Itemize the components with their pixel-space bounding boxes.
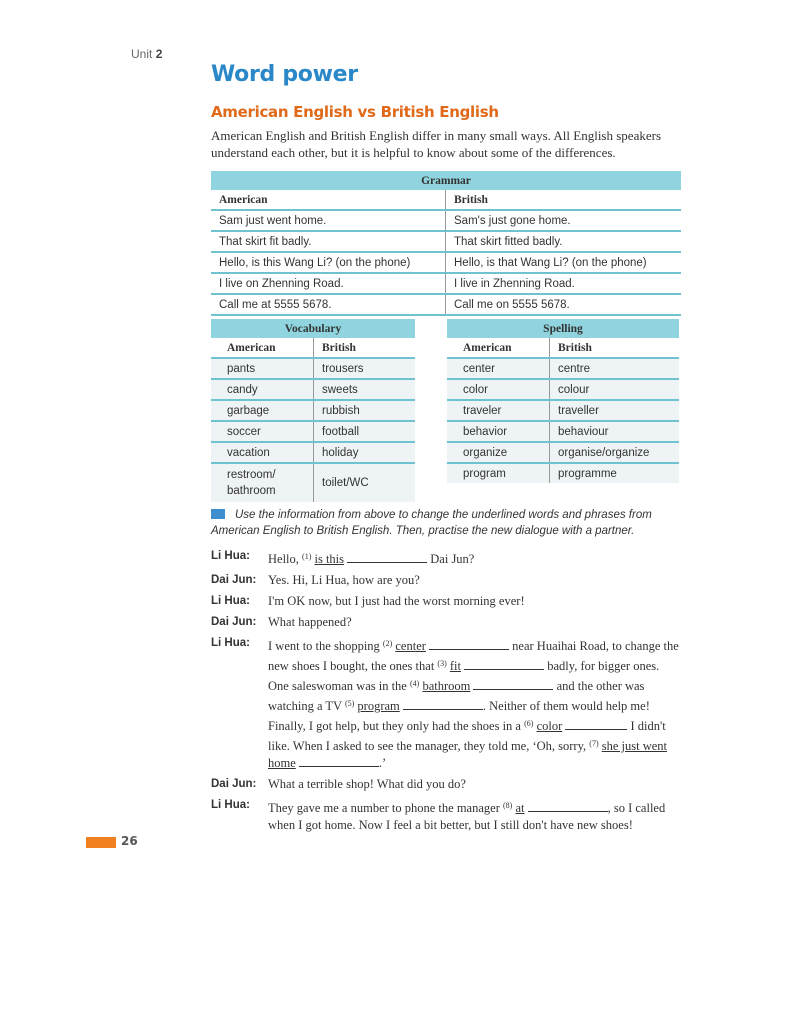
vocabulary-table <box>211 319 415 502</box>
answer-blank[interactable] <box>528 800 608 812</box>
intro-paragraph: American English and British English differ in many small ways. All English speakers understand each other, but it is helpful to know about some of the differences. <box>211 128 661 160</box>
spelling-cell: color <box>447 379 550 400</box>
spelling-cell: organise/organize <box>550 442 680 463</box>
grammar-cell: Hello, is that Wang Li? (on the phone) <box>446 252 682 273</box>
grammar-cell: Sam just went home. <box>211 210 446 231</box>
vocabulary-cell: holiday <box>314 442 416 463</box>
grammar-caption: Grammar <box>211 171 681 190</box>
grammar-cell: Hello, is this Wang Li? (on the phone) <box>211 252 446 273</box>
dialogue-line: Li Hua: I'm OK now, but I just had the worst morning ever! <box>211 594 525 608</box>
exercise-instruction: Use the information from above to change the underlined words and phrases from American English to British English. Then, practise the new dialogue with a partner. <box>211 509 652 537</box>
vocabulary-cell: candy <box>211 379 314 400</box>
speaker-label: Li Hua: <box>211 637 250 649</box>
spelling-table <box>447 319 679 483</box>
grammar-table <box>211 171 681 316</box>
dialogue-line: Li Hua: I went to the shopping $^{(2)}$ center near Huaihai Road, to change the new shoes I bought, the ones that $^{(3)}$ fit badly, for bigger ones. One saleswoman was in the $^{(4)}$ bathroom and the other was watching a TV $^{(5)}$ program . Neither of them would help me! Finally, I got help, but they only had the shoes in a $^{(6)}$ color I didn't like. When I asked to see the manager, they told me, ‘Oh, sorry, $^{(7)}$ she just went home .’ <box>211 637 679 770</box>
dialogue-line: Dai Jun: What happened? <box>211 615 352 629</box>
vocabulary-cell: soccer <box>211 421 314 442</box>
spelling-cell: programme <box>550 463 680 483</box>
dialogue-line: Li Hua: Hello, $^{(1)}$ is this Dai Jun? <box>211 550 475 566</box>
vocabulary-cell: restroom/ bathroom <box>211 463 314 502</box>
dialogue-line: Li Hua: They gave me a number to phone the manager $^{(8)}$ at , so I called when I got home. Now I feel a bit better, but I still don't have new shoes! <box>211 799 666 832</box>
vocabulary-cell: pants <box>211 358 314 379</box>
spelling-cell: center <box>447 358 550 379</box>
speaker-label: Dai Jun: <box>211 616 257 628</box>
vocabulary-cell: trousers <box>314 358 416 379</box>
grammar-cell: Sam's just gone home. <box>446 210 682 231</box>
page-number: 26 <box>121 834 138 848</box>
grammar-col-british: British <box>446 190 682 210</box>
spelling-cell: traveler <box>447 400 550 421</box>
spelling-cell: centre <box>550 358 680 379</box>
answer-blank[interactable] <box>565 718 627 730</box>
speaker-label: Li Hua: <box>211 595 250 607</box>
answer-blank[interactable] <box>403 698 483 710</box>
answer-blank[interactable] <box>429 638 509 650</box>
speaker-label: Dai Jun: <box>211 778 257 790</box>
unit-label: Unit 2 <box>131 47 163 61</box>
speaker-label: Dai Jun: <box>211 574 257 586</box>
spelling-cell: colour <box>550 379 680 400</box>
grammar-cell: Call me at 5555 5678. <box>211 294 446 315</box>
answer-blank[interactable] <box>473 678 553 690</box>
answer-blank[interactable] <box>464 658 544 670</box>
spelling-cell: traveller <box>550 400 680 421</box>
section-subtitle: American English vs British English <box>211 103 499 121</box>
dialogue-line: Dai Jun: Yes. Hi, Li Hua, how are you? <box>211 573 420 587</box>
spelling-col-american: American <box>447 338 550 358</box>
vocabulary-caption: Vocabulary <box>211 319 415 338</box>
grammar-cell: That skirt fitted badly. <box>446 231 682 252</box>
vocabulary-cell: rubbish <box>314 400 416 421</box>
spelling-caption: Spelling <box>447 319 679 338</box>
vocabulary-cell: garbage <box>211 400 314 421</box>
speaker-label: Li Hua: <box>211 550 250 562</box>
answer-blank[interactable] <box>299 755 379 767</box>
vocabulary-col-british: British <box>314 338 416 358</box>
dialogue <box>211 548 681 838</box>
exercise-marker-icon <box>211 509 225 519</box>
page-title: Word power <box>211 62 358 87</box>
dialogue-line: Dai Jun: What a terrible shop! What did you do? <box>211 777 466 791</box>
grammar-col-american: American <box>211 190 446 210</box>
grammar-cell: Call me on 5555 5678. <box>446 294 682 315</box>
vocabulary-cell: football <box>314 421 416 442</box>
grammar-cell: I live in Zhenning Road. <box>446 273 682 294</box>
spelling-cell: program <box>447 463 550 483</box>
spelling-cell: behaviour <box>550 421 680 442</box>
vocabulary-cell: sweets <box>314 379 416 400</box>
page-number-bar <box>86 837 116 848</box>
spelling-col-british: British <box>550 338 680 358</box>
spelling-cell: organize <box>447 442 550 463</box>
grammar-cell: That skirt fit badly. <box>211 231 446 252</box>
vocabulary-col-american: American <box>211 338 314 358</box>
vocabulary-cell: toilet/WC <box>314 463 416 502</box>
grammar-cell: I live on Zhenning Road. <box>211 273 446 294</box>
answer-blank[interactable] <box>347 551 427 563</box>
speaker-label: Li Hua: <box>211 799 250 811</box>
vocabulary-cell: vacation <box>211 442 314 463</box>
spelling-cell: behavior <box>447 421 550 442</box>
